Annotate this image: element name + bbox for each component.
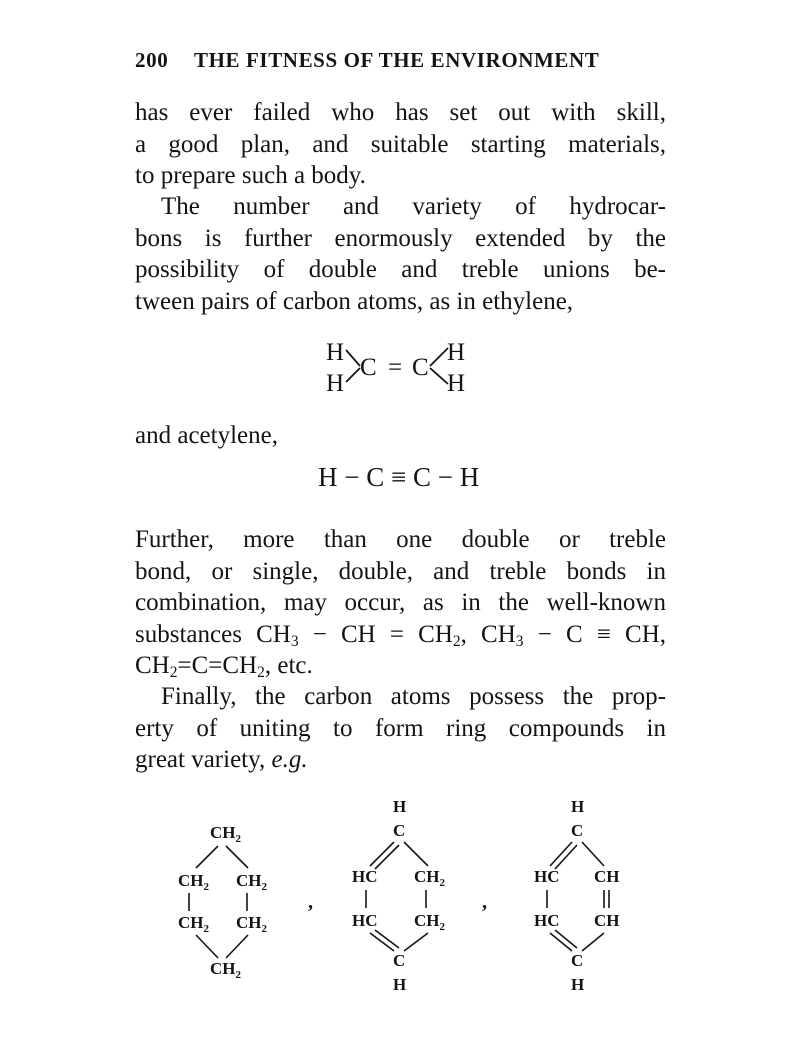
ethylene-h-bottom-left: H: [326, 370, 345, 397]
ring3-top-c: C: [571, 821, 584, 840]
ethylene-h-bottom-right: H: [447, 370, 466, 397]
paragraph-1: [135, 97, 666, 192]
formula-subscript: 3: [515, 632, 524, 650]
ring1-bond: [196, 935, 218, 958]
formula-part: CH: [256, 620, 291, 648]
ring2-mid-right: $CH_2$: [414, 867, 445, 889]
ring1-top: $CH_2$: [210, 823, 241, 845]
formula-part: CH: [135, 652, 170, 679]
ethylene-formula: [320, 336, 500, 400]
ring2-top-c: C: [393, 821, 406, 840]
ring3-top-h: H: [571, 797, 585, 816]
ring2-top-h: H: [393, 797, 407, 816]
ring1-mid-left: $CH_2$: [178, 871, 209, 893]
text-line: tween pairs of carbon atoms, as in ethylene,: [135, 287, 574, 315]
formula-propylene: [256, 621, 467, 648]
text-line: The number and variety of hydrocar-: [161, 193, 666, 220]
text-line: a good plan, and suitable starting materials,: [135, 130, 666, 158]
ring3-low-left: HC: [534, 911, 560, 930]
ring-compounds-diagram: [170, 790, 640, 1000]
ring1-low-right: $CH_2$: [236, 913, 267, 935]
text-line: Finally, the carbon atoms possess the prop-: [161, 683, 666, 710]
running-title: THE FITNESS OF THE ENVIRONMENT: [194, 48, 600, 72]
ethylene-c-left: C: [360, 354, 377, 381]
ethylene-bond-upper-right: [430, 348, 448, 366]
paragraph-2: [135, 191, 666, 317]
paragraph-4: [135, 681, 666, 776]
italic-eg: e.g.: [271, 746, 308, 773]
formula-subscript: 3: [290, 632, 299, 650]
ring3-mid-left: HC: [534, 867, 560, 886]
page-number: 200: [135, 48, 169, 72]
formula-subscript: 2: [452, 632, 461, 650]
text-line-with-formula: [135, 650, 666, 682]
ring2-low-left: HC: [352, 911, 378, 930]
ethylene-double-bond: =: [388, 354, 403, 381]
formula-propyne: [481, 621, 666, 648]
paragraph-3: [135, 524, 666, 682]
ring2-low-right: $CH_2$: [414, 911, 445, 933]
text-line: possibility of double and treble unions be-: [135, 256, 666, 283]
text-line: [135, 744, 666, 776]
text-line: Further, more than one double or treble: [135, 526, 666, 553]
running-header: [135, 48, 665, 78]
ring2-bottom-h: H: [393, 975, 407, 994]
ethylene-bond-upper-left: [346, 350, 360, 366]
ring1-bond: [196, 846, 218, 868]
ring-separator-1: ,: [308, 891, 313, 913]
formula-part: =C=CH: [177, 652, 258, 679]
separator: ,: [460, 620, 467, 648]
lead-word: substances: [135, 620, 242, 648]
ring3-mid-right: CH: [594, 867, 620, 886]
ring3-bottom-h: H: [571, 975, 585, 994]
ethylene-bond-lower-left: [346, 368, 360, 382]
ring-separator-2: ,: [482, 891, 487, 913]
ring3-bond: [582, 933, 604, 951]
text-line: bond, or single, double, and treble bonds in: [135, 557, 666, 585]
text-line-with-formulas: [135, 619, 666, 651]
ring2-bond: [404, 842, 428, 866]
formula-part: CH: [481, 620, 516, 648]
ring1-mid-right: $CH_2$: [236, 871, 267, 893]
ring1-low-left: $CH_2$: [178, 913, 209, 935]
ring3-low-right: CH: [594, 911, 620, 930]
text-line: erty of uniting to form ring compounds in: [135, 714, 666, 742]
ring1-bond: [226, 846, 248, 868]
text-line: combination, may occur, as in the well-known: [135, 589, 666, 616]
ethylene-bond-lower-right: [430, 368, 448, 384]
formula-subscript: 2: [257, 663, 265, 681]
text-tail: , etc.: [264, 652, 313, 679]
ring3-bond: [582, 842, 604, 866]
ring2-mid-left: HC: [352, 867, 378, 886]
acetylene-formula: H − C ≡ C − H: [318, 462, 480, 492]
ethylene-h-top-left: H: [326, 339, 345, 366]
ethylene-c-right: C: [412, 354, 429, 381]
formula-part: − C ≡ CH,: [523, 620, 667, 648]
text-part: great variety,: [135, 746, 272, 773]
ring-1-cyclohexane: [178, 823, 268, 981]
text-line: and acetylene,: [135, 422, 278, 449]
text-line: to prepare such a body.: [135, 162, 366, 189]
ethylene-h-top-right: H: [447, 339, 466, 366]
formula-allene: [135, 652, 265, 679]
and-acetylene-line: [135, 420, 666, 452]
formula-part: − CH = CH: [298, 620, 453, 648]
ring1-bond: [226, 935, 248, 958]
ring1-bottom: $CH_2$: [210, 959, 241, 981]
text-line: bons is further enormously extended by the: [135, 224, 666, 252]
ring3-bottom-c: C: [571, 951, 584, 970]
formula-subscript: 2: [169, 663, 178, 681]
ring2-bond: [404, 933, 428, 951]
ring2-bottom-c: C: [393, 951, 406, 970]
text-line: has ever failed who has set out with skill,: [135, 99, 666, 126]
